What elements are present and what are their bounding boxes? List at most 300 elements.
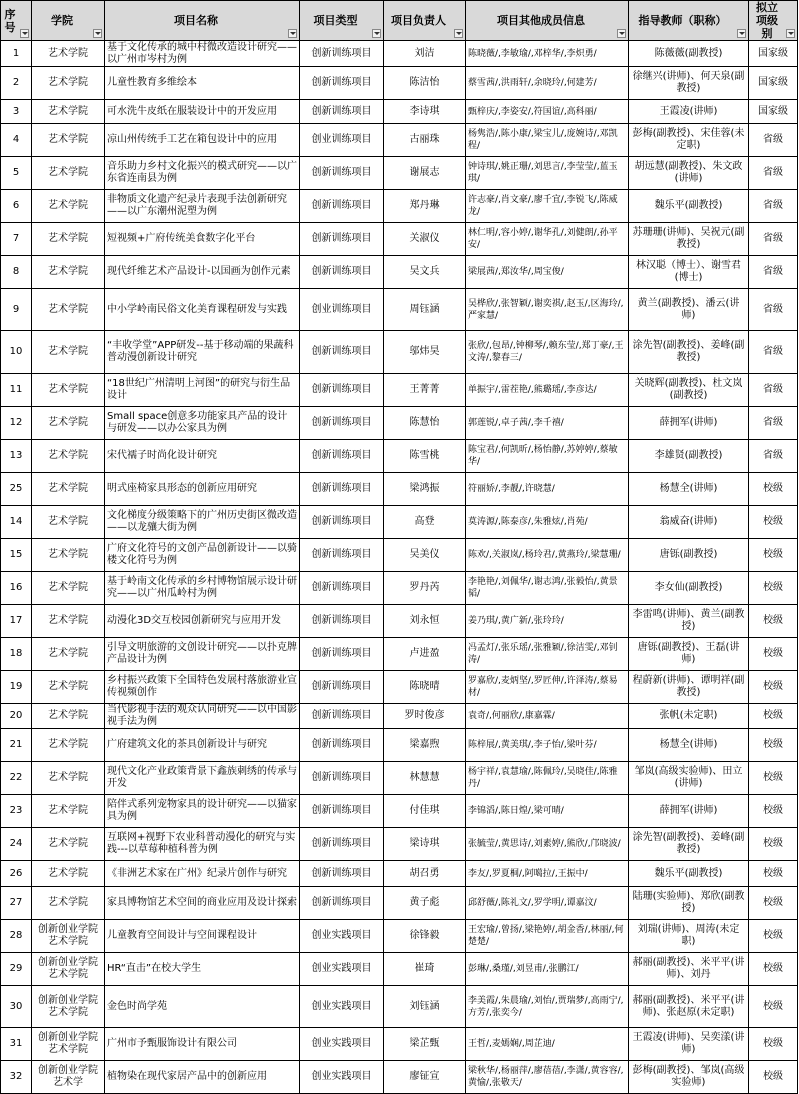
col-members: 甄梓庆/,李姿安/,符国谊/,高科丽/: [466, 100, 629, 124]
table-row: [1, 256, 798, 289]
col-leader: 罗丹芮: [384, 572, 466, 605]
col-seq: 26: [1, 861, 32, 887]
col-seq: 18: [1, 638, 32, 671]
col-advisor: 彭梅(副教授)、邹岚(高级实验师): [629, 1061, 749, 1094]
col-college: 创新创业学院 艺术学院: [32, 1028, 105, 1061]
table-row: [1, 638, 798, 671]
table-row: [1, 223, 798, 256]
col-seq: 12: [1, 407, 32, 440]
col-college: 艺术学院: [32, 256, 105, 289]
col-seq: 15: [1, 539, 32, 572]
col-level: 校级: [749, 506, 798, 539]
table-row: [1, 289, 798, 331]
col-seq: 10: [1, 331, 32, 374]
col-seq: 1: [1, 41, 32, 67]
col-college: 艺术学院: [32, 671, 105, 704]
col-project-name: 文化梯度分级策略下的广州历史街区微改造——以龙骧大街为例: [105, 506, 300, 539]
col-advisor: 王霞凌(讲师): [629, 100, 749, 124]
table-row: [1, 539, 798, 572]
col-project-name: 基于文化传承的城中村微改造设计研究——以广州市岑村为例: [105, 41, 300, 67]
col-college: 艺术学院: [32, 572, 105, 605]
col-seq: 23: [1, 795, 32, 828]
col-project-name: 互联网+视野下农业科普动漫化的研究与实践---以草莓种植科普为例: [105, 828, 300, 861]
col-project-type: 创新训练项目: [300, 100, 384, 124]
col-advisor: 翁威奋(讲师): [629, 506, 749, 539]
table-row: [1, 887, 798, 920]
col-project-name: “丰收学堂”APP研发--基于移动端的果蔬科普动漫创新设计研究: [105, 331, 300, 374]
col-advisor: 彭梅(副教授)、宋佳蓉(未定职): [629, 124, 749, 157]
col-members: 单振宇/,雷茬艳/,熊璐瑶/,李彦达/: [466, 374, 629, 407]
col-leader: 徐锋毅: [384, 920, 466, 953]
col-level: 校级: [749, 704, 798, 729]
table-row: [1, 67, 798, 100]
col-members: 吴桦欣/,张智颖/,谢奕祺/,赵玉/,区海玲/,严家慧/: [466, 289, 629, 331]
col-advisor: 李女仙(副教授): [629, 572, 749, 605]
table-row: [1, 407, 798, 440]
col-college: 艺术学院: [32, 100, 105, 124]
col-seq: 16: [1, 572, 32, 605]
table-row: [1, 1061, 798, 1094]
col-level: 校级: [749, 1028, 798, 1061]
table-row: [1, 440, 798, 473]
col-level: 校级: [749, 729, 798, 762]
col-leader: 罗时俊彦: [384, 704, 466, 729]
col-project-type: 创新训练项目: [300, 41, 384, 67]
table-row: [1, 190, 798, 223]
col-leader: 刘钰涵: [384, 986, 466, 1028]
col-leader: 吴文兵: [384, 256, 466, 289]
col-college: 艺术学院: [32, 887, 105, 920]
col-level: 校级: [749, 795, 798, 828]
col-level: 校级: [749, 539, 798, 572]
filter-dropdown-icon[interactable]: [372, 29, 381, 38]
header-col-college: [32, 1, 105, 41]
header-label: 项目名称: [174, 14, 218, 27]
col-college: 艺术学院: [32, 861, 105, 887]
col-leader: 谢展志: [384, 157, 466, 190]
table-row: [1, 704, 798, 729]
filter-dropdown-icon[interactable]: [617, 29, 626, 38]
col-seq: 11: [1, 374, 32, 407]
col-project-type: 创业实践项目: [300, 920, 384, 953]
col-college: 创新创业学院 艺术学院: [32, 986, 105, 1028]
col-leader: 卢进盈: [384, 638, 466, 671]
col-project-name: 广府建筑文化的茶具创新设计与研究: [105, 729, 300, 762]
col-level: 国家级: [749, 41, 798, 67]
col-level: 校级: [749, 828, 798, 861]
col-level: 省级: [749, 190, 798, 223]
col-leader: 古丽珠: [384, 124, 466, 157]
col-level: 省级: [749, 256, 798, 289]
table-row: [1, 729, 798, 762]
col-level: 校级: [749, 953, 798, 986]
col-project-type: 创新训练项目: [300, 671, 384, 704]
col-members: 梁秋华/,杨丽萍/,廖蓓蓓/,李潇/,黄容容/,黄愉/,张敬天/: [466, 1061, 629, 1094]
col-project-type: 创新训练项目: [300, 407, 384, 440]
col-seq: 19: [1, 671, 32, 704]
col-project-name: HR“直击”在校大学生: [105, 953, 300, 986]
col-members: 许志豪/,肖文豪/,廖千宜/,李锐飞/,陈威龙/: [466, 190, 629, 223]
col-advisor: 关晓辉(副教授)、杜文岚(副教授): [629, 374, 749, 407]
col-project-name: Small space创意多功能家具产品的设计与研发——以办公家具为例: [105, 407, 300, 440]
col-level: 省级: [749, 157, 798, 190]
col-seq: 8: [1, 256, 32, 289]
col-project-type: 创业训练项目: [300, 124, 384, 157]
col-level: 校级: [749, 671, 798, 704]
col-seq: 6: [1, 190, 32, 223]
col-project-name: 音乐助力乡村文化振兴的模式研究——以广东省连南县为例: [105, 157, 300, 190]
col-members: 袁奇/,何丽欣/,康嘉霖/: [466, 704, 629, 729]
col-leader: 廖钲宣: [384, 1061, 466, 1094]
col-members: 林仁明/,容小婷/,谢华孔/,刘健朗/,孙平安/: [466, 223, 629, 256]
col-members: 莫涛源/,陈泰彦/,朱雅炫/,肖苑/: [466, 506, 629, 539]
col-college: 艺术学院: [32, 729, 105, 762]
filter-dropdown-icon[interactable]: [737, 29, 746, 38]
col-members: 冯孟灯/,张乐瑶/,张雅颖/,徐洁雯/,邓钊涛/: [466, 638, 629, 671]
col-project-type: 创新训练项目: [300, 828, 384, 861]
col-level: 省级: [749, 331, 798, 374]
col-level: 校级: [749, 986, 798, 1028]
col-members: 姜乃琪/,黄广新/,张玲玲/: [466, 605, 629, 638]
filter-dropdown-icon[interactable]: [786, 29, 795, 38]
header-col-level: [749, 1, 798, 41]
header-col-advisor: [629, 1, 749, 41]
col-advisor: 郝丽(副教授)、米平平(讲师)、张赵原(未定职): [629, 986, 749, 1028]
col-project-type: 创新训练项目: [300, 638, 384, 671]
col-advisor: 胡远慧(副教授)、朱文政(讲师): [629, 157, 749, 190]
col-seq: 9: [1, 289, 32, 331]
col-members: 杨隽浩/,陈小康/,梁宝儿/,庞婉诗/,邓凯程/: [466, 124, 629, 157]
col-members: 彭琳/,桑瑾/,刘昱甫/,张鹏江/: [466, 953, 629, 986]
header-label: 拟立项级别: [756, 1, 778, 40]
col-project-name: 当代影视手法的观众认同研究——以中国影视手法为例: [105, 704, 300, 729]
col-level: 校级: [749, 605, 798, 638]
filter-dropdown-icon[interactable]: [288, 29, 297, 38]
col-advisor: 王霞凌(讲师)、吴奕漾(讲师): [629, 1028, 749, 1061]
col-college: 艺术学院: [32, 407, 105, 440]
col-project-name: 现代文化产业政策背景下鑫族刺绣的传承与开发: [105, 762, 300, 795]
col-members: 陈欢/,关淑岚/,杨玲君/,黄燕玲/,梁慧珊/: [466, 539, 629, 572]
col-level: 国家级: [749, 100, 798, 124]
col-advisor: 唐铄(副教授)、王磊(讲师): [629, 638, 749, 671]
header-col-leader: [384, 1, 466, 41]
col-members: 钟诗琪/,姚正珊/,刘思言/,李莹莹/,蓝玉琪/: [466, 157, 629, 190]
table-row: [1, 920, 798, 953]
filter-dropdown-icon[interactable]: [454, 29, 463, 38]
col-level: 校级: [749, 920, 798, 953]
table-row: [1, 1028, 798, 1061]
col-project-name: 宋代襦子时尚化设计研究: [105, 440, 300, 473]
col-project-name: 广州市予甄服饰设计有限公司: [105, 1028, 300, 1061]
col-leader: 陈慧怡: [384, 407, 466, 440]
col-advisor: 邹岚(高级实验师)、田立(讲师): [629, 762, 749, 795]
table-row: [1, 572, 798, 605]
col-level: 省级: [749, 289, 798, 331]
col-college: 艺术学院: [32, 157, 105, 190]
col-project-type: 创新训练项目: [300, 704, 384, 729]
col-project-type: 创新训练项目: [300, 374, 384, 407]
table-row: [1, 41, 798, 67]
table-row: [1, 506, 798, 539]
col-leader: 周钰涵: [384, 289, 466, 331]
col-advisor: 刘瑞(讲师)、周涛(未定职): [629, 920, 749, 953]
col-college: 艺术学院: [32, 704, 105, 729]
col-leader: 王菁菁: [384, 374, 466, 407]
col-seq: 3: [1, 100, 32, 124]
header-col-project-name: [105, 1, 300, 41]
header-label: 指导教师（职称）: [638, 14, 727, 27]
col-members: 陈晓薇/,李敏瑜/,邓梓华/,李炽勇/: [466, 41, 629, 67]
col-leader: 郑丹琳: [384, 190, 466, 223]
col-level: 省级: [749, 407, 798, 440]
col-members: 陈梓展/,黄美琪/,李子怡/,梁叶芬/: [466, 729, 629, 762]
col-advisor: 徐继兴(讲师)、何天泉(副教授): [629, 67, 749, 100]
col-seq: 17: [1, 605, 32, 638]
col-college: 艺术学院: [32, 473, 105, 506]
col-advisor: 李雷鸣(讲师)、黄兰(副教授): [629, 605, 749, 638]
col-project-name: 动漫化3D交互校园创新研究与应用开发: [105, 605, 300, 638]
col-project-type: 创新训练项目: [300, 190, 384, 223]
table-row: [1, 331, 798, 374]
col-project-type: 创新训练项目: [300, 506, 384, 539]
col-college: 艺术学院: [32, 223, 105, 256]
col-college: 艺术学院: [32, 41, 105, 67]
col-seq: 7: [1, 223, 32, 256]
col-advisor: 李雄贤(副教授): [629, 440, 749, 473]
col-level: 校级: [749, 861, 798, 887]
col-project-name: 广府文化符号的文创产品创新设计——以骑楼文化符号为例: [105, 539, 300, 572]
col-advisor: 杨慧全(讲师): [629, 729, 749, 762]
table-row: [1, 473, 798, 506]
col-members: 王哲/,麦嫣娴/,周芷迪/: [466, 1028, 629, 1061]
header-row: [1, 1, 798, 41]
col-leader: 梁芷甄: [384, 1028, 466, 1061]
table-row: [1, 762, 798, 795]
table-row: [1, 953, 798, 986]
col-college: 艺术学院: [32, 828, 105, 861]
col-project-name: 短视频+广府传统美食数字化平台: [105, 223, 300, 256]
col-project-type: 创新训练项目: [300, 539, 384, 572]
col-advisor: 黄兰(副教授)、潘云(讲师): [629, 289, 749, 331]
col-project-type: 创业实践项目: [300, 1061, 384, 1094]
table-row: [1, 124, 798, 157]
header-label: 项目其他成员信息: [497, 14, 585, 27]
col-members: 蔡雪茜/,洪雨轩/,余晓玲/,何建芳/: [466, 67, 629, 100]
col-members: 张欣/,包昂/,钟柳琴/,赖东莹/,郑丁豪/,王文涛/,黎春三/: [466, 331, 629, 374]
col-project-type: 创新训练项目: [300, 887, 384, 920]
col-seq: 28: [1, 920, 32, 953]
col-seq: 25: [1, 473, 32, 506]
col-seq: 20: [1, 704, 32, 729]
col-project-name: 凉山州传统手工艺在箱包设计中的应用: [105, 124, 300, 157]
col-college: 艺术学院: [32, 124, 105, 157]
col-project-type: 创新训练项目: [300, 440, 384, 473]
col-project-type: 创新训练项目: [300, 331, 384, 374]
col-project-name: 可水洗牛皮纸在服装设计中的开发应用: [105, 100, 300, 124]
col-project-type: 创新训练项目: [300, 473, 384, 506]
col-leader: 崔琦: [384, 953, 466, 986]
col-college: 艺术学院: [32, 539, 105, 572]
col-college: 创新创业学院 艺术学: [32, 1061, 105, 1094]
col-project-type: 创新训练项目: [300, 223, 384, 256]
col-project-type: 创新训练项目: [300, 157, 384, 190]
header-label: 项目负责人: [391, 14, 446, 27]
col-advisor: 魏乐平(副教授): [629, 190, 749, 223]
col-level: 省级: [749, 124, 798, 157]
col-college: 艺术学院: [32, 289, 105, 331]
col-leader: 刘永恒: [384, 605, 466, 638]
col-seq: 29: [1, 953, 32, 986]
col-college: 创新创业学院 艺术学院: [32, 920, 105, 953]
col-seq: 31: [1, 1028, 32, 1061]
col-level: 校级: [749, 638, 798, 671]
col-members: 李艳艳/,刘佩华/,谢志鸿/,张毅怡/,黄景韬/: [466, 572, 629, 605]
col-leader: 陈洁怡: [384, 67, 466, 100]
col-project-name: 家具博物馆艺术空间的商业应用及设计探索: [105, 887, 300, 920]
col-advisor: 薛拥军(讲师): [629, 407, 749, 440]
col-leader: 陈晓晴: [384, 671, 466, 704]
col-members: 郭莲锐/,卓子茜/,李千禧/: [466, 407, 629, 440]
col-project-name: 乡村振兴政策下全国特色发展村落旅游业宣传视频创作: [105, 671, 300, 704]
col-leader: 高登: [384, 506, 466, 539]
table-row: [1, 986, 798, 1028]
col-project-type: 创业实践项目: [300, 986, 384, 1028]
filter-dropdown-icon[interactable]: [20, 29, 29, 38]
header-label: 学院: [51, 14, 73, 27]
header-col-seq: [1, 1, 32, 41]
col-level: 校级: [749, 572, 798, 605]
col-project-name: 金色时尚学苑: [105, 986, 300, 1028]
col-level: 校级: [749, 473, 798, 506]
col-college: 艺术学院: [32, 190, 105, 223]
col-college: 艺术学院: [32, 440, 105, 473]
header-col-project-type: [300, 1, 384, 41]
table-row: [1, 671, 798, 704]
table-row: [1, 100, 798, 124]
col-college: 艺术学院: [32, 762, 105, 795]
header-label: 序号: [4, 7, 16, 34]
col-members: 王宏瑜/,曾扬/,梁艳婷/,胡金香/,林丽/,何楚楚/: [466, 920, 629, 953]
col-leader: 胡召勇: [384, 861, 466, 887]
col-members: 邱舒薇/,陈礼文/,罗学明/,谭嘉汶/: [466, 887, 629, 920]
col-project-type: 创新训练项目: [300, 572, 384, 605]
col-project-name: 儿童教育空间设计与空间课程设计: [105, 920, 300, 953]
col-members: 符丽娇/,李靓/,许晓慧/: [466, 473, 629, 506]
col-project-name: 中小学岭南民俗文化美育课程研发与实践: [105, 289, 300, 331]
col-leader: 吴美仪: [384, 539, 466, 572]
col-project-name: 非物质文化遗产纪录片表现手法创新研究——以广东潮州泥塑为例: [105, 190, 300, 223]
col-project-type: 创新训练项目: [300, 67, 384, 100]
col-leader: 陈雪桃: [384, 440, 466, 473]
col-college: 艺术学院: [32, 605, 105, 638]
header-col-members: [466, 1, 629, 41]
col-leader: 梁鸿振: [384, 473, 466, 506]
header-label: 项目类型: [313, 14, 358, 27]
col-project-name: 现代纤维艺术产品设计-以国画为创作元素: [105, 256, 300, 289]
col-members: 李美霞/,朱晨瑜/,刘怡/,贾瑞梦/,高雨宁/,方芳/,张奕今/: [466, 986, 629, 1028]
col-advisor: 张帆(未定职): [629, 704, 749, 729]
col-seq: 13: [1, 440, 32, 473]
col-advisor: 郝丽(副教授)、米平平(讲师)、刘丹: [629, 953, 749, 986]
col-leader: 刘洁: [384, 41, 466, 67]
col-members: 杨宇祥/,袁慧瑜/,陈佩玲/,吴晓佳/,陈雅丹/: [466, 762, 629, 795]
col-college: 艺术学院: [32, 506, 105, 539]
col-seq: 32: [1, 1061, 32, 1094]
col-project-type: 创业训练项目: [300, 289, 384, 331]
col-members: 李友/,罗夏桐/,阿噶拉/,王振中/: [466, 861, 629, 887]
col-project-type: 创新训练项目: [300, 762, 384, 795]
col-leader: 林慧慧: [384, 762, 466, 795]
col-seq: 27: [1, 887, 32, 920]
table-row: [1, 828, 798, 861]
col-level: 校级: [749, 1061, 798, 1094]
table-row: [1, 795, 798, 828]
col-leader: 付佳琪: [384, 795, 466, 828]
col-members: 李锦滔/,陈日煌/,梁可晴/: [466, 795, 629, 828]
col-leader: 邬炜昊: [384, 331, 466, 374]
col-project-type: 创业实践项目: [300, 953, 384, 986]
col-project-name: 明式座椅家具形态的创新应用研究: [105, 473, 300, 506]
col-project-name: 引导文明旅游的文创设计研究——以扑克牌产品设计为例: [105, 638, 300, 671]
col-advisor: 陆珊(实验师)、郑欣(副教授): [629, 887, 749, 920]
table-body: [1, 41, 798, 1094]
col-advisor: 唐铄(副教授): [629, 539, 749, 572]
col-project-name: “18世纪广州清明上河图”的研究与衍生品设计: [105, 374, 300, 407]
col-project-type: 创业实践项目: [300, 1028, 384, 1061]
table-row: [1, 861, 798, 887]
col-project-name: 陪伴式系列宠物家具的设计研究——以猫家具为例: [105, 795, 300, 828]
col-project-name: 基于岭南文化传承的乡村博物馆展示设计研究——以广州瓜岭村为例: [105, 572, 300, 605]
col-seq: 5: [1, 157, 32, 190]
col-seq: 24: [1, 828, 32, 861]
col-project-type: 创新训练项目: [300, 795, 384, 828]
filter-dropdown-icon[interactable]: [93, 29, 102, 38]
col-advisor: 陈薇薇(副教授): [629, 41, 749, 67]
col-college: 艺术学院: [32, 638, 105, 671]
col-advisor: 涂先智(副教授)、姜峰(副教授): [629, 828, 749, 861]
col-advisor: 苏珊珊(讲师)、吴祝元(副教授): [629, 223, 749, 256]
col-project-name: 植物染在现代家居产品中的创新应用: [105, 1061, 300, 1094]
table-row: [1, 374, 798, 407]
col-seq: 21: [1, 729, 32, 762]
col-seq: 4: [1, 124, 32, 157]
col-project-type: 创新训练项目: [300, 605, 384, 638]
col-college: 艺术学院: [32, 795, 105, 828]
col-advisor: 林汉聪（博士）、谢雪君(博士): [629, 256, 749, 289]
col-seq: 30: [1, 986, 32, 1028]
col-leader: 梁诗琪: [384, 828, 466, 861]
col-leader: 关淑仪: [384, 223, 466, 256]
col-advisor: 薛拥军(讲师): [629, 795, 749, 828]
col-members: 罗嘉欣/,麦炳坚/,罗匠伸/,许泽涛/,蔡易材/: [466, 671, 629, 704]
col-leader: 李诗琪: [384, 100, 466, 124]
col-leader: 梁嘉煦: [384, 729, 466, 762]
col-members: 梁展茜/,郑汝华/,周宝俊/: [466, 256, 629, 289]
col-seq: 2: [1, 67, 32, 100]
col-advisor: 程蔚新(讲师)、谭明祥(副教授): [629, 671, 749, 704]
table-row: [1, 157, 798, 190]
col-seq: 14: [1, 506, 32, 539]
col-leader: 黄子彪: [384, 887, 466, 920]
col-project-type: 创新训练项目: [300, 256, 384, 289]
col-advisor: 杨慧全(讲师): [629, 473, 749, 506]
col-advisor: 涂先智(副教授)、姜峰(副教授): [629, 331, 749, 374]
col-college: 艺术学院: [32, 374, 105, 407]
col-level: 国家级: [749, 67, 798, 100]
col-college: 创新创业学院 艺术学院: [32, 953, 105, 986]
col-level: 省级: [749, 440, 798, 473]
table-row: [1, 605, 798, 638]
